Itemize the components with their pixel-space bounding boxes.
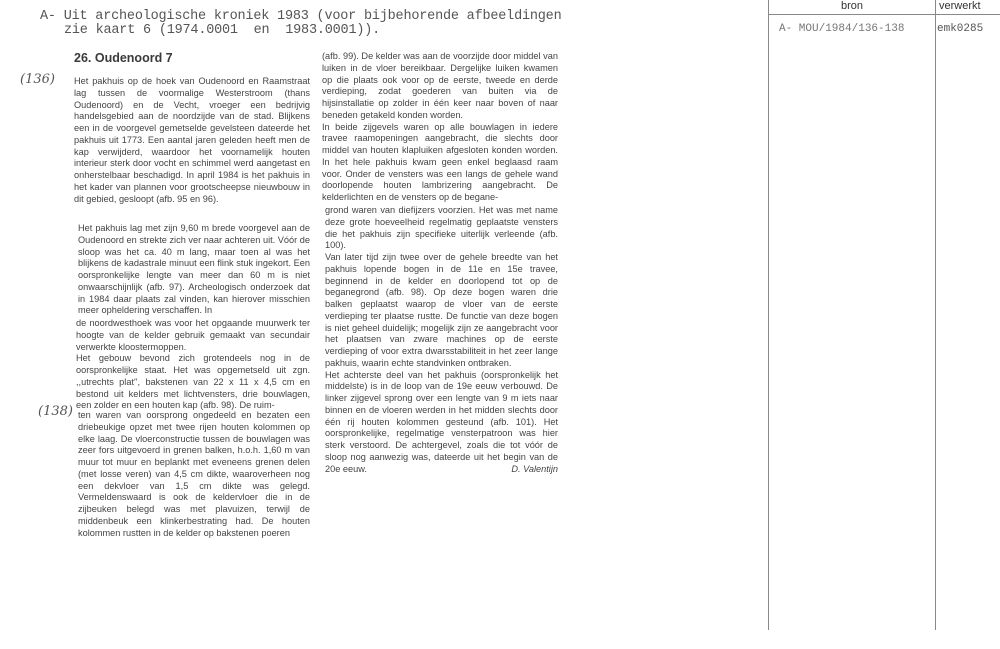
article-column-1-block-1	[74, 76, 310, 205]
header-note-line1: A- Uit archeologische kroniek 1983 (voor bijbehorende afbeeldingen	[40, 9, 562, 24]
verwerkt-value: emk0285	[937, 23, 984, 35]
column-divider	[935, 0, 936, 630]
article-column-1-block-3	[76, 318, 310, 412]
handwritten-note-138: (138)	[38, 404, 73, 419]
article-column-1-block-4	[78, 410, 310, 539]
header-note	[40, 10, 562, 38]
article-column-1-block-2	[78, 223, 310, 317]
paragraph: Van later tijd zijn twee over de gehele breedte van het pakhuis lopende bogen in de 11e en 15e travee, beginnend in de kelder en doorlopend tot op de beganegrond (afb. 98). Op deze bogen waren drie balken geplaatst waarop de vloer van de eerste verdieping ter plaatse rustte. De functie van deze bogen is niet geheel duidelijk; mogelijk zijn ze aangebracht voor het plaatsen van zware machines op de eerste verdieping of voor extra dwarsstabiliteit in het zeer lange pakhuis, waarin echte standvinken ontbraken.	[325, 252, 558, 368]
paragraph	[325, 370, 558, 476]
paragraph-text: Het achterste deel van het pakhuis (oorspronkelijk het middelste) is in de loop van de 19e eeuw verbouwd. De linker zijgevel sprong over een lengte van 9 m iets naar binnen en de vloeren werden in het midden slechts door één rij houten kolommen gesteund (afb. 101). Het oorspronkelijke, regelmatige vensterpatroon was hier sterk verstoord. De achtergevel, zoals die tot vóór de sloop nog aanwezig was, dateerde uit het begin van de 20e eeuw.	[325, 369, 558, 474]
verwerkt-header: verwerkt	[939, 0, 981, 12]
source-panel	[768, 0, 1000, 630]
paragraph: de noordwesthoek was voor het opgaande muurwerk ter hoogte van de kelder gebruik gemaakt van secundair verwerkte kloostermoppen.	[76, 318, 310, 352]
article-column-2-block-1	[322, 51, 558, 204]
paragraph: Het gebouw bevond zich grotendeels nog in de oorspronkelijke staat. Het was opgemetseld uit zgn. ,,utrechts plat'', bakstenen van 22 x 11 x 4,5 cm en bestond uit kelders met lichtvensters, drie bouwlagen, een zolder en een houten kap (afb. 98). De ruim-	[76, 353, 310, 411]
article-title: 26. Oudenoord 7	[74, 51, 173, 65]
bron-value: A- MOU/1984/136-138	[779, 23, 905, 35]
paragraph: grond waren van diefijzers voorzien. Het was met name deze grote hoeveelheid regelmatig geplaatste vensters die het pakhuis zijn specifieke uiterlijk verleende (afb. 100).	[325, 205, 558, 251]
header-note-line2: zie kaart 6 (1974.0001 en 1983.0001)).	[64, 23, 381, 38]
article-column-2-block-2	[325, 205, 558, 475]
bron-header: bron	[840, 0, 864, 12]
paragraph: (afb. 99). De kelder was aan de voorzijde door middel van luiken in de vloer bereikbaar. Dergelijke luiken kwamen op die plaats ook voor op de eerste, tweede en derde verdieping, zodat goederen van buiten via de hijsinstallatie op zolder in één keer naar boven of naar beneden getakeld konden worden.	[322, 51, 558, 120]
paragraph: Het pakhuis lag met zijn 9,60 m brede voorgevel aan de Oudenoord en strekte zich ver naar achteren uit. Vóór de sloop was het ca. 40 m lang, maar toen al was het blijkens de kadastrale minuut een flink stuk ingekort. Een oorspronkelijke lengte van meer dan 60 m is niet onwaarschijnlijk (afb. 97). Archeologisch onderzoek dat in 1984 daar plaats zal vinden, kan hierover misschien meer opheldering verschaffen. In	[78, 223, 310, 316]
author: D. Valentijn	[511, 463, 558, 474]
header-divider	[769, 14, 1000, 15]
paragraph: ten waren van oorsprong ongedeeld en bezaten een driebeukige opzet met twee rijen houten kolommen op elke laag. De vloerconstructie tussen de bouwlagen was zeer fors uitgevoerd in grenen balken, h.o.h. 1,60 m van muur tot muur en beplankt met eveneens grenen delen (met losse veren) van 4,5 cm dikte, waaroverheen nog een dekvloer van 1,5 cm dikte was gelegd. Vermeldenswaard is ook de keldervloer die in de zijbeuken belegd was met plavuizen, terwijl de middenbeuk een klinkerbestrating had. De houten kolommen rustten in de kelder op bakstenen poeren	[78, 410, 310, 538]
paragraph: In beide zijgevels waren op alle bouwlagen in iedere travee raamopeningen aangebracht, die slechts door middel van houten klapluiken afgesloten konden worden. In het hele pakhuis kwam geen enkel beglaasd raam voor. Onder de vensters was een langs de gehele wand doorlopende houten lambrizering aangebracht. De kelderlichten en de vensters op de begane-	[322, 121, 558, 202]
paragraph: Het pakhuis op de hoek van Oudenoord en Raamstraat lag tussen de voormalige Westerstroom (thans Oudenoord) en de Vecht, vroeger een bedrijvig handelsgebied aan de noordzijde van de stad. Blijkens een in de voorgevel gemetselde gevelsteen dateerde het pakhuis uit 1773. Een aantal jaren geleden heeft men de kap verwijderd, waardoor het voornamelijk houten interieur sterk door vocht en schimmel werd aangetast en onherstelbaar beschadigd. In april 1984 is het pakhuis in het kader van plannen voor grootscheepse nieuwbouw in dit gebied, gesloopt (afb. 95 en 96).	[74, 76, 310, 204]
handwritten-note-136: (136)	[20, 72, 55, 87]
